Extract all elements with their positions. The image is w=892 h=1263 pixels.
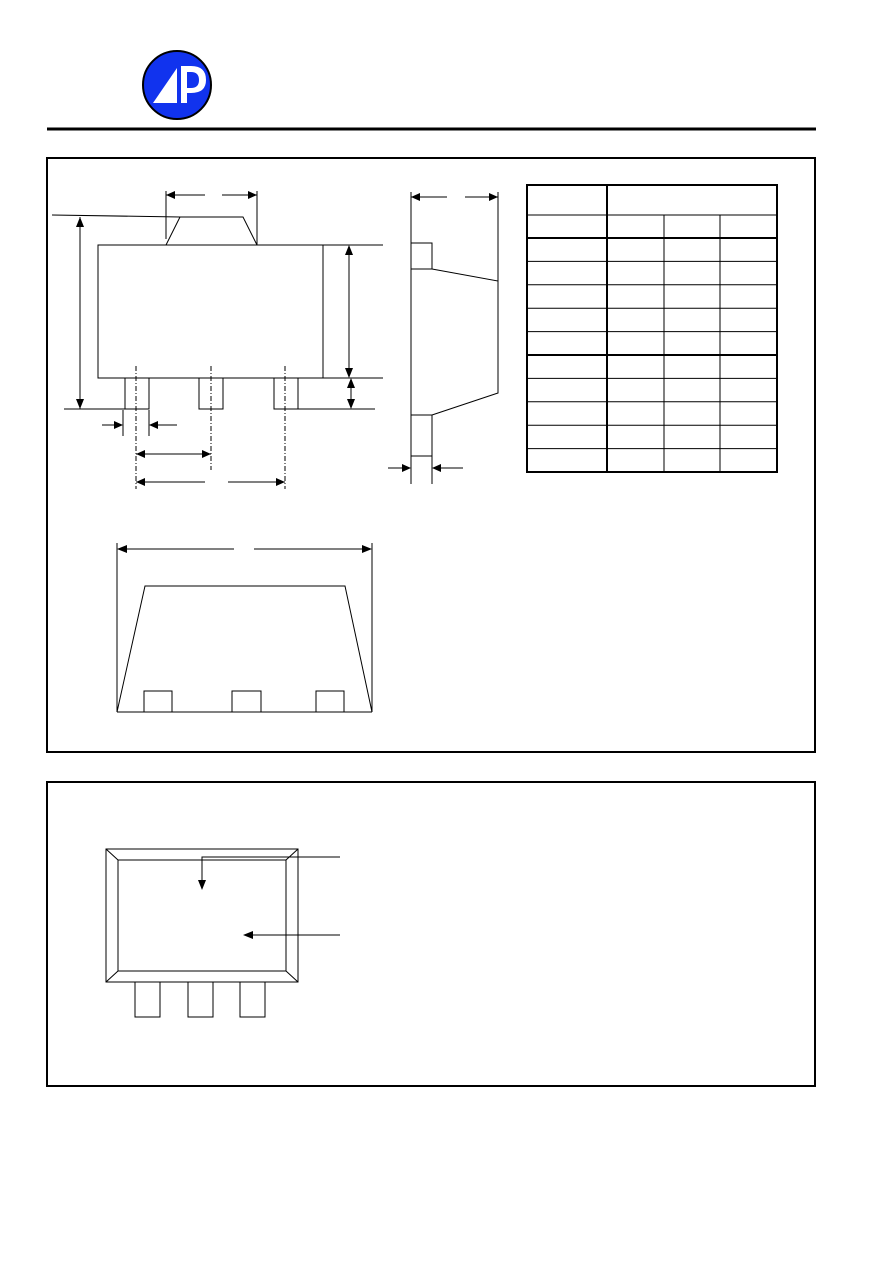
marking-lead-3 [240,982,265,1017]
arrow-h-top [76,217,84,227]
dimension-table [527,185,777,472]
marking-view [106,849,340,1017]
arrow-tab-right [248,191,257,199]
arrow-bh-bottom [345,368,353,378]
package-body [98,245,323,378]
arrow-callout-body [243,931,253,939]
marking-panel [47,782,815,1086]
outline-panel [47,158,815,752]
arrow-ll-bottom [347,399,355,409]
front-profile [117,586,372,712]
tab-outline [166,217,257,245]
front-lead-2 [232,691,261,712]
arrow-lw-left [114,421,123,429]
arrow-lw-right [149,421,158,429]
arrow-bh-top [345,245,353,255]
arrow-ll-top [347,378,355,388]
arrow-callout-top [198,880,206,890]
table-frame [527,185,777,472]
arrow-fw-right [362,545,372,553]
arrow-lt-right [432,464,441,472]
arrow-pitch2-right [276,478,285,486]
arrowheads [76,191,498,939]
front-lead-1 [144,691,172,712]
side-tab [411,243,432,269]
front-lead-3 [316,691,344,712]
front-view [117,543,372,712]
side-body-profile [432,269,498,415]
arrow-thick-left [411,193,420,201]
dim-h-ext-top [52,215,180,217]
arrow-pitch2-left [136,478,145,486]
callout-top-leader [202,857,340,884]
arrow-h-bottom [76,399,84,409]
arrow-tab-left [166,191,175,199]
lead-1 [125,378,149,409]
top-view [52,191,383,489]
arrow-thick-right [489,193,498,201]
side-view [388,192,498,484]
marking-lead-2 [188,982,213,1017]
arrow-fw-left [117,545,127,553]
arrow-pitch-left [136,450,145,458]
arrow-pitch-right [202,450,211,458]
bevel-bl [106,971,118,982]
company-logo [143,51,211,119]
bevel-tr [286,849,298,860]
bevel-tl [106,849,118,860]
lead-3 [274,378,298,409]
marking-lead-1 [135,982,160,1017]
side-lead [411,415,432,456]
arrow-lt-left [402,464,411,472]
bevel-br [286,971,298,982]
